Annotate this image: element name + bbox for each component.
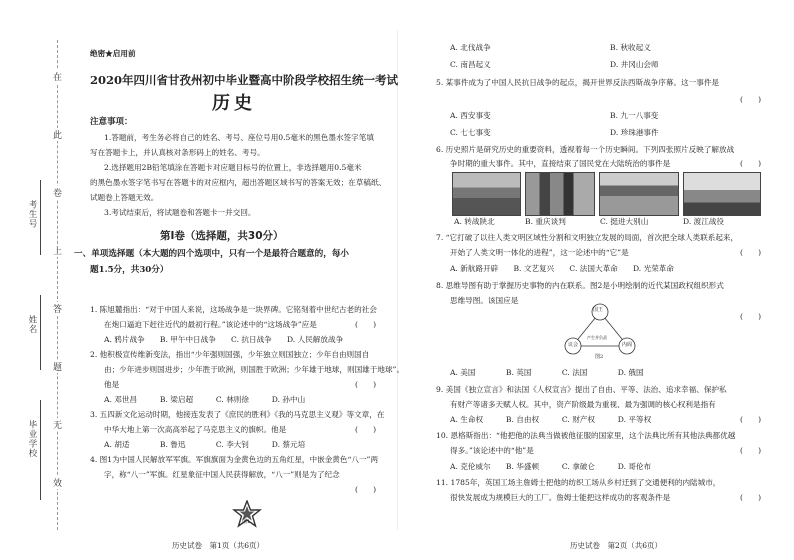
note-line: 的黑色墨水签字笔书写在答题卡的对应框内，超出答题区域书写的答案无效；在草稿纸、 [90, 178, 387, 187]
photo-b [525, 172, 595, 216]
text-line: ( ) [355, 485, 377, 494]
part-title: 第Ⅰ卷（选择题，共30分） [160, 230, 284, 242]
sidebar-char: 卷 [53, 186, 62, 199]
school-label: 毕业学校 [27, 420, 37, 458]
note-line: 3.考试结束后，将试题卷和答题卡一并交回。 [104, 208, 256, 217]
note-line: 写在答题卡上，并认真核对条形码上的姓名、考号。 [90, 148, 265, 157]
text-line: 思维导图。该国应是 [450, 296, 519, 305]
subject-title: 历史 [212, 93, 256, 114]
notes-heading: 注意事项： [90, 117, 133, 127]
note-line: 1.答题前，考生务必将自己的姓名、考号、座位号用0.5毫米的黑色墨水签字笔填 [104, 133, 374, 142]
note-line: 试题卷上答题无效。 [90, 193, 159, 202]
sidebar-char: 在 [53, 70, 62, 83]
text-line: ( ) [355, 320, 377, 329]
text-line: A. 美国 B. 英国 C. 法国 D. 俄国 [450, 368, 644, 377]
left-footer: 历史试卷 第1页（共6页） [172, 541, 265, 550]
sidebar-char: 上 [53, 244, 62, 257]
page-divider [397, 30, 398, 530]
text-line: ( ) [740, 446, 762, 455]
text-line: C. 挺进大别山 [600, 217, 649, 226]
text-line: 2. 他积极宣传维新变法，指出“少年强则国强，少年独立则国独立；少年自由则国自 [90, 350, 370, 359]
text-line: A. 西安事变 [450, 111, 491, 120]
text-line: 争时期的重大事件。其中，直接结束了国民党在大陆统治的事件是 [450, 159, 671, 168]
text-line: ( ) [740, 248, 762, 257]
text-line: C. 南昌起义 [450, 60, 491, 69]
name-line [40, 295, 41, 370]
text-line: 中华大地上第一次高高举起了马克思主义的旗帜。他是 [104, 425, 287, 434]
text-line: A. 转战陕北 [454, 217, 495, 226]
text-line: 5. 某事件成为了中国人民抗日战争的起点，揭开世界反法西斯战争序幕。这一事件是 [436, 78, 720, 87]
confidential-mark: 绝密★启用前 [90, 49, 136, 58]
text-line: A. 新航路开辟 B. 文艺复兴 C. 法国大革命 D. 光荣革命 [450, 264, 674, 273]
mindmap-edge-label: 产生并负责 [587, 335, 607, 340]
mindmap-node-cabinet: 内阁 [622, 342, 633, 348]
text-line: A. 北伐战争 [450, 43, 491, 52]
photo-d [683, 172, 761, 216]
text-line: A. 邓世昌 B. 梁启超 C. 林则徐 D. 孙中山 [104, 395, 306, 404]
text-line: 开始了人类文明一体化的进程”，这一论述中的“它”是 [450, 248, 629, 257]
sidebar-char: 效 [53, 476, 62, 489]
text-line: 4. 图1为中国人民解放军军旗。军旗旗面为金黄色边的五角红星，中嵌金黄色“八一”两 [90, 455, 379, 464]
sidebar-char: 此 [53, 128, 62, 141]
student-id-label: 考生号 [27, 200, 37, 229]
text-line: B. 九一八事变 [610, 111, 659, 120]
text-line: D. 井冈山会师 [610, 60, 659, 69]
photo-c [599, 172, 679, 216]
text-line: D. 渡江战役 [683, 217, 725, 226]
right-footer: 历史试卷 第2页（共6页） [570, 541, 663, 550]
photo-a [452, 172, 521, 216]
sidebar-char: 无 [53, 418, 62, 431]
text-line: 他是 [104, 380, 120, 389]
text-line: 1. 陈旭麓指出：“对于中国人来说，这场战争是一块界碑。它铭刻着中世纪古老的社会 [90, 305, 377, 314]
text-line: 由；少年进步则国进步；少年胜于欧洲，则国胜于欧洲；少年雄于地球，则国雄于地球”。 [104, 365, 405, 374]
text-line: C. 七七事变 [450, 128, 491, 137]
text-line: D. 珍珠港事件 [610, 128, 659, 137]
text-line: 3. 五四新文化运动时期，他接连发表了《庶民的胜利》《我的马克思主义观》等文章，在 [90, 410, 385, 419]
section-heading: 一、单项选择题（本大题的四个选项中，只有一个是最符合题意的，每小 [74, 249, 350, 259]
note-line: 2.选择题用2B铅笔填涂在答题卡对应题目标号的位置上，非选择题用0.5毫米 [104, 163, 362, 172]
text-line: B. 重庆谈判 [525, 217, 566, 226]
text-line: ( ) [740, 95, 762, 104]
text-line: B. 秋收起义 [610, 43, 651, 52]
figure1-caption: 图1 [242, 519, 251, 525]
text-line: 6. 历史照片是研究历史的重要资料，透视着每一个历史瞬间。下列四张照片反映了解放战 [436, 145, 735, 154]
section-heading-cont: 题1.5分，共30分） [90, 265, 169, 275]
name-label: 姓名 [27, 315, 37, 334]
text-line: 有财产等诸多天赋人权。其中，资产阶级最为重视、最为强调的核心权利是指有 [450, 400, 716, 409]
exam-title: 2020年四川省甘孜州初中毕业暨高中阶段学校招生统一考试 [90, 73, 399, 87]
sidebar-char: 题 [53, 360, 62, 373]
mindmap-node-parliament: 议会 [568, 342, 579, 348]
text-line: 10. 恩格斯指出：“他把他的法典当做被他征服的国家里，这个法典比所有其他法典都优越 [436, 431, 736, 440]
text-line: 得多。”该论述中的“他”是 [450, 446, 534, 455]
figure2-caption: 图2 [595, 354, 604, 360]
binding-line [57, 40, 58, 530]
text-line: ( ) [740, 159, 762, 168]
text-line: A. 生命权 B. 自由权 C. 财产权 D. 平等权 [450, 415, 652, 424]
text-line: 字，称“八一”军旗。红星象征中国人民获得解放，“八一”则是为了纪念 [104, 470, 340, 479]
text-line: A. 胡适 B. 鲁迅 C. 李大钊 D. 蔡元培 [104, 440, 306, 449]
text-line: A. 克伦威尔 B. 华盛顿 C. 拿破仑 D. 哥伦布 [450, 462, 652, 471]
text-line: ( ) [355, 380, 377, 389]
text-line: 11. 1785年，英国工场主詹姆士把他的纺织工场从乡村迁到了交通便利的内陆城市， [436, 478, 721, 487]
sidebar-char: 答 [53, 302, 62, 315]
text-line: ( ) [740, 493, 762, 502]
school-line [40, 400, 41, 500]
text-line: 很快发展成为规模巨大的工厂。詹姆士能把这样成功的客观条件是 [450, 493, 671, 502]
text-line: ( ) [740, 415, 762, 424]
text-line: 8. 思维导图有助于掌握历史事物的内在联系。图2是小明绘制的近代某国政权组织形式 [436, 281, 724, 290]
text-line: ( ) [355, 425, 377, 434]
text-line: 9. 美国《独立宣言》和法国《人权宣言》提出了自由、平等、法治、追求幸福、保护私 [436, 385, 727, 394]
student-id-line [40, 180, 41, 255]
mindmap-node-king: 国王 [593, 307, 604, 313]
text-line: 7. “它打破了以往人类文明区域性分割和文明独立发展的局面，首次把全球人类联系起来， [436, 233, 739, 242]
text-line: ( ) [740, 312, 762, 321]
text-line: 在炮口逼迫下赶往近代的最初行程。”该论述中的“这场战争”应是 [104, 320, 317, 329]
text-line: A. 鸦片战争 B. 甲午中日战争 C. 抗日战争 D. 人民解放战争 [104, 335, 344, 344]
